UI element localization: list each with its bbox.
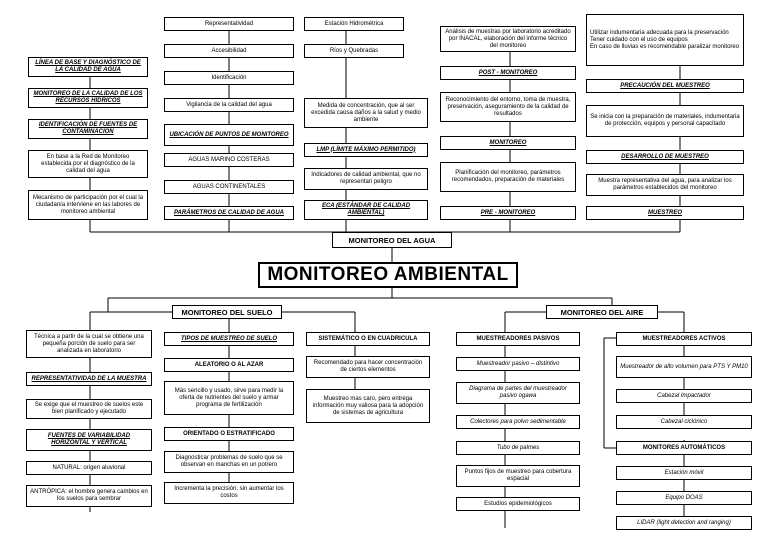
aire-activos-box-3 [616,415,752,429]
aire-automaticos-box-1 [616,466,752,480]
box-label: Se exige que el muestreo de suelos este bien planificado y ejecutado [34,402,144,415]
box-label: REPRESENTATIVIDAD DE LA MUESTRA [31,375,147,382]
box-label: POST - MONITOREO [478,69,538,76]
agua-col3-box-5 [304,168,428,190]
branch-label: MONITOREO DEL AGUA [348,235,436,245]
agua-col2-box-1 [164,17,294,31]
aire-pasivos-box-6 [456,497,580,511]
box-label: ORIENTADO O ESTRATIFICADO [183,430,275,437]
box-label: Estación móvil [664,469,704,476]
main-title [258,262,518,288]
agua-col1-box-3 [28,119,148,139]
box-label: Utilizar indumentaria adecuada para la preservación Tener cuidado con el uso de equipos En caso de lluvias es recomendable paralizar monitoreo [590,29,740,50]
suelo-col3-box-1 [306,332,430,346]
agua-col5-box-5 [586,174,744,196]
box-label: LIDAR (light detection and ranging) [637,519,731,526]
agua-col5-box-1 [586,14,744,66]
suelo-col1-box-4 [26,429,152,451]
box-label: LMP (LÍMITE MÁXIMO PERMITIDO) [316,146,416,153]
aire-pasivos-box-1 [456,357,580,371]
agua-col2-box-3 [164,71,294,85]
box-label: LÍNEA DE BASE Y DIAGNÓSTICO DE LA CALIDAD DE AGUA [35,60,141,73]
box-label: Más sencillo y usado, sirve para medir la oferta de nutrientes del suelo y armar programa de fertilización [174,387,284,408]
box-label: Muestreo mas caro, pero entrega información muy valiosa para la adopción de sistemas de agricultura [312,395,424,416]
box-label: ANTRÓPICA: el hombre genera cambios en los suelos para sembrar [30,489,148,502]
aire-automaticos-header [616,441,752,455]
box-label: SISTEMÁTICO O EN CUADRICULA [318,335,418,342]
box-label: Vigilancia de la calidad del agua [186,101,272,108]
agua-col4-box-5 [440,162,576,192]
agua-col2-box-7 [164,180,294,194]
box-label: ECA (ESTÁNDAR DE CALIDAD AMBIENTAL) [321,203,411,216]
aire-pasivos-box-5 [456,465,580,487]
agua-col4-box-4 [440,136,576,150]
branch-monitoreo-agua [332,232,452,248]
suelo-col3-box-3 [306,389,430,423]
box-label: Puntos fijos de muestreo para cobertura espacial [464,469,572,482]
agua-col2-box-5 [164,124,294,146]
box-label: Accesibilidad [211,47,247,54]
main-title-text: MONITOREO AMBIENTAL [267,264,509,285]
box-label: Reconocimiento del entorno, toma de muestra, preservación, aseguramiento de la calidad de resultados [445,96,571,117]
branch-monitoreo-suelo [172,305,282,319]
box-label: FUENTES DE VARIABILIDAD HORIZONTAL Y VERTICAL [47,433,131,446]
suelo-col2-box-5 [164,451,294,473]
agua-col3-box-2 [304,44,404,58]
aire-pasivos-box-2 [456,382,580,404]
box-label: Planificación del monitoreo, parámetros recomendados, preparación de materiales [451,170,565,183]
branch-label: MONITOREO DEL AIRE [560,307,644,317]
suelo-col1-box-6 [26,485,152,507]
box-label: Cabezal Impactador [657,392,711,399]
box-label: Representatividad [204,20,254,27]
box-label: PRE - MONITOREO [480,209,536,216]
agua-col2-box-2 [164,44,294,58]
agua-col3-box-4 [304,143,428,157]
box-label: MONITOREO DE LA CALIDAD DE LOS RECURSOS HÍDRICOS [33,91,143,104]
suelo-col1-box-3 [26,399,152,419]
box-label: MUESTREADORES PASIVOS [476,335,560,342]
box-label: Equipo DOAS [665,494,703,501]
agua-col5-box-6 [586,206,744,220]
agua-col3-box-3 [304,98,428,128]
box-label: MONITOREO [489,139,527,146]
agua-col5-box-2 [586,79,744,93]
aire-pasivos-header [456,332,580,346]
aire-automaticos-box-3 [616,516,752,530]
agua-col5-box-3 [586,105,744,137]
suelo-col2-box-3 [164,381,294,415]
box-label: TIPOS DE MUESTREO DE SUELO [180,335,277,342]
agua-col2-box-6 [164,153,294,167]
box-label: Identificación [211,74,247,81]
aire-pasivos-box-4 [456,441,580,455]
box-label: Análisis de muestras por laboratorio acreditado por INACAL, elaboración del informe técnico del monitoreo [445,28,571,49]
box-label: MONITORES AUTOMÁTICOS [642,444,726,451]
box-label: Indicadores de calidad ambiental, que no representan peligro [311,172,421,185]
agua-col1-box-4 [28,150,148,178]
suelo-col2-box-1 [164,332,294,346]
suelo-col1-box-2 [26,372,152,386]
box-label: Técnica a partir de la cual se obtiene una pequeña porción de suelo para ser analizada en laboratorio [34,333,144,354]
aire-activos-box-2 [616,389,752,403]
box-label: Se inicia con la preparación de materiales, indumentaria de protección, equipos y personal capacitado [590,114,740,127]
agua-col3-box-6 [304,200,428,220]
box-label: Diagrama de partes del muestreador pasivo ogawa [469,386,567,399]
suelo-col1-box-5 [26,461,152,475]
agua-col1-box-2 [28,88,148,108]
box-label: Diagnosticar problemas de suelo que se observan en manchas en un potrero [175,455,283,468]
suelo-col1-box-1 [26,330,152,358]
agua-col5-box-4 [586,150,744,164]
box-label: Incrementa la precisión, sin aumentar los costos [174,486,284,499]
box-label: UBICACIÓN DE PUNTOS DE MONITOREO [169,131,289,138]
suelo-col2-box-2 [164,358,294,372]
box-label: Mecanismo de participación por el cual la ciudadanía interviene en las labores de monitoreo ambiental [32,194,144,215]
box-label: En base a la Red de Monitoreo establecida por el diagnóstico de la calidad del agua [41,153,135,174]
box-label: DESARROLLO DE MUESTREO [621,153,709,160]
agua-col4-box-3 [440,92,576,122]
box-label: MUESTREO [647,209,682,216]
box-label: Muestreador pasivo – distintivo [476,360,560,367]
box-label: Recomendado para hacer concentración de ciertos elementos [313,360,423,373]
box-label: Medida de concentración, que al ser excedida causa daños a la salud y medio ambiente [311,102,421,123]
box-label: Muestreador de alto volumen para PTS Y PM10 [620,363,748,370]
aire-activos-header [616,332,752,346]
agua-col4-box-2 [440,66,576,80]
box-label: Colectores para polvo sedimentable [470,418,566,425]
agua-col2-box-4 [164,98,294,112]
branch-label: MONITOREO DEL SUELO [181,307,273,317]
aire-automaticos-box-2 [616,491,752,505]
box-label: PRECAUCIÓN DEL MUESTREO [620,82,710,89]
branch-monitoreo-aire [546,305,658,319]
box-label: AGUAS MARINO COSTERAS [188,156,270,163]
aire-pasivos-box-3 [456,415,580,429]
agua-col1-box-5 [28,190,148,220]
box-label: PARÁMETROS DE CALIDAD DE AGUA [173,209,284,216]
box-label: Tubo de palmes [496,444,540,451]
agua-col2-box-8 [164,206,294,220]
agua-col4-box-6 [440,206,576,220]
box-label: NATURAL: origen aluvional [52,464,126,471]
box-label: IDENTIFICACIÓN DE FUENTES DE CONTAMINACIÓN [38,122,138,135]
box-label: Estación Hidrométrica [324,20,384,27]
box-label: Cabezal ciclónico [660,418,708,425]
agua-col3-box-1 [304,17,404,31]
box-label: MUESTREADORES ACTIVOS [642,335,726,342]
box-label: Ríos y Quebradas [329,47,379,54]
suelo-col2-box-6 [164,482,294,504]
box-label: Muestra representativa del agua, para analizar los parámetros establecidos del monitoreo [598,178,732,191]
box-label: AGUAS CONTINENTALES [192,183,266,190]
suelo-col3-box-2 [306,356,430,378]
suelo-col2-box-4 [164,427,294,441]
aire-activos-box-1 [616,356,752,378]
agua-col1-box-1 [28,57,148,77]
box-label: ALEATORIO O AL AZAR [194,361,264,368]
box-label: Estudios epidemiológicos [484,500,552,507]
agua-col4-box-1 [440,26,576,52]
